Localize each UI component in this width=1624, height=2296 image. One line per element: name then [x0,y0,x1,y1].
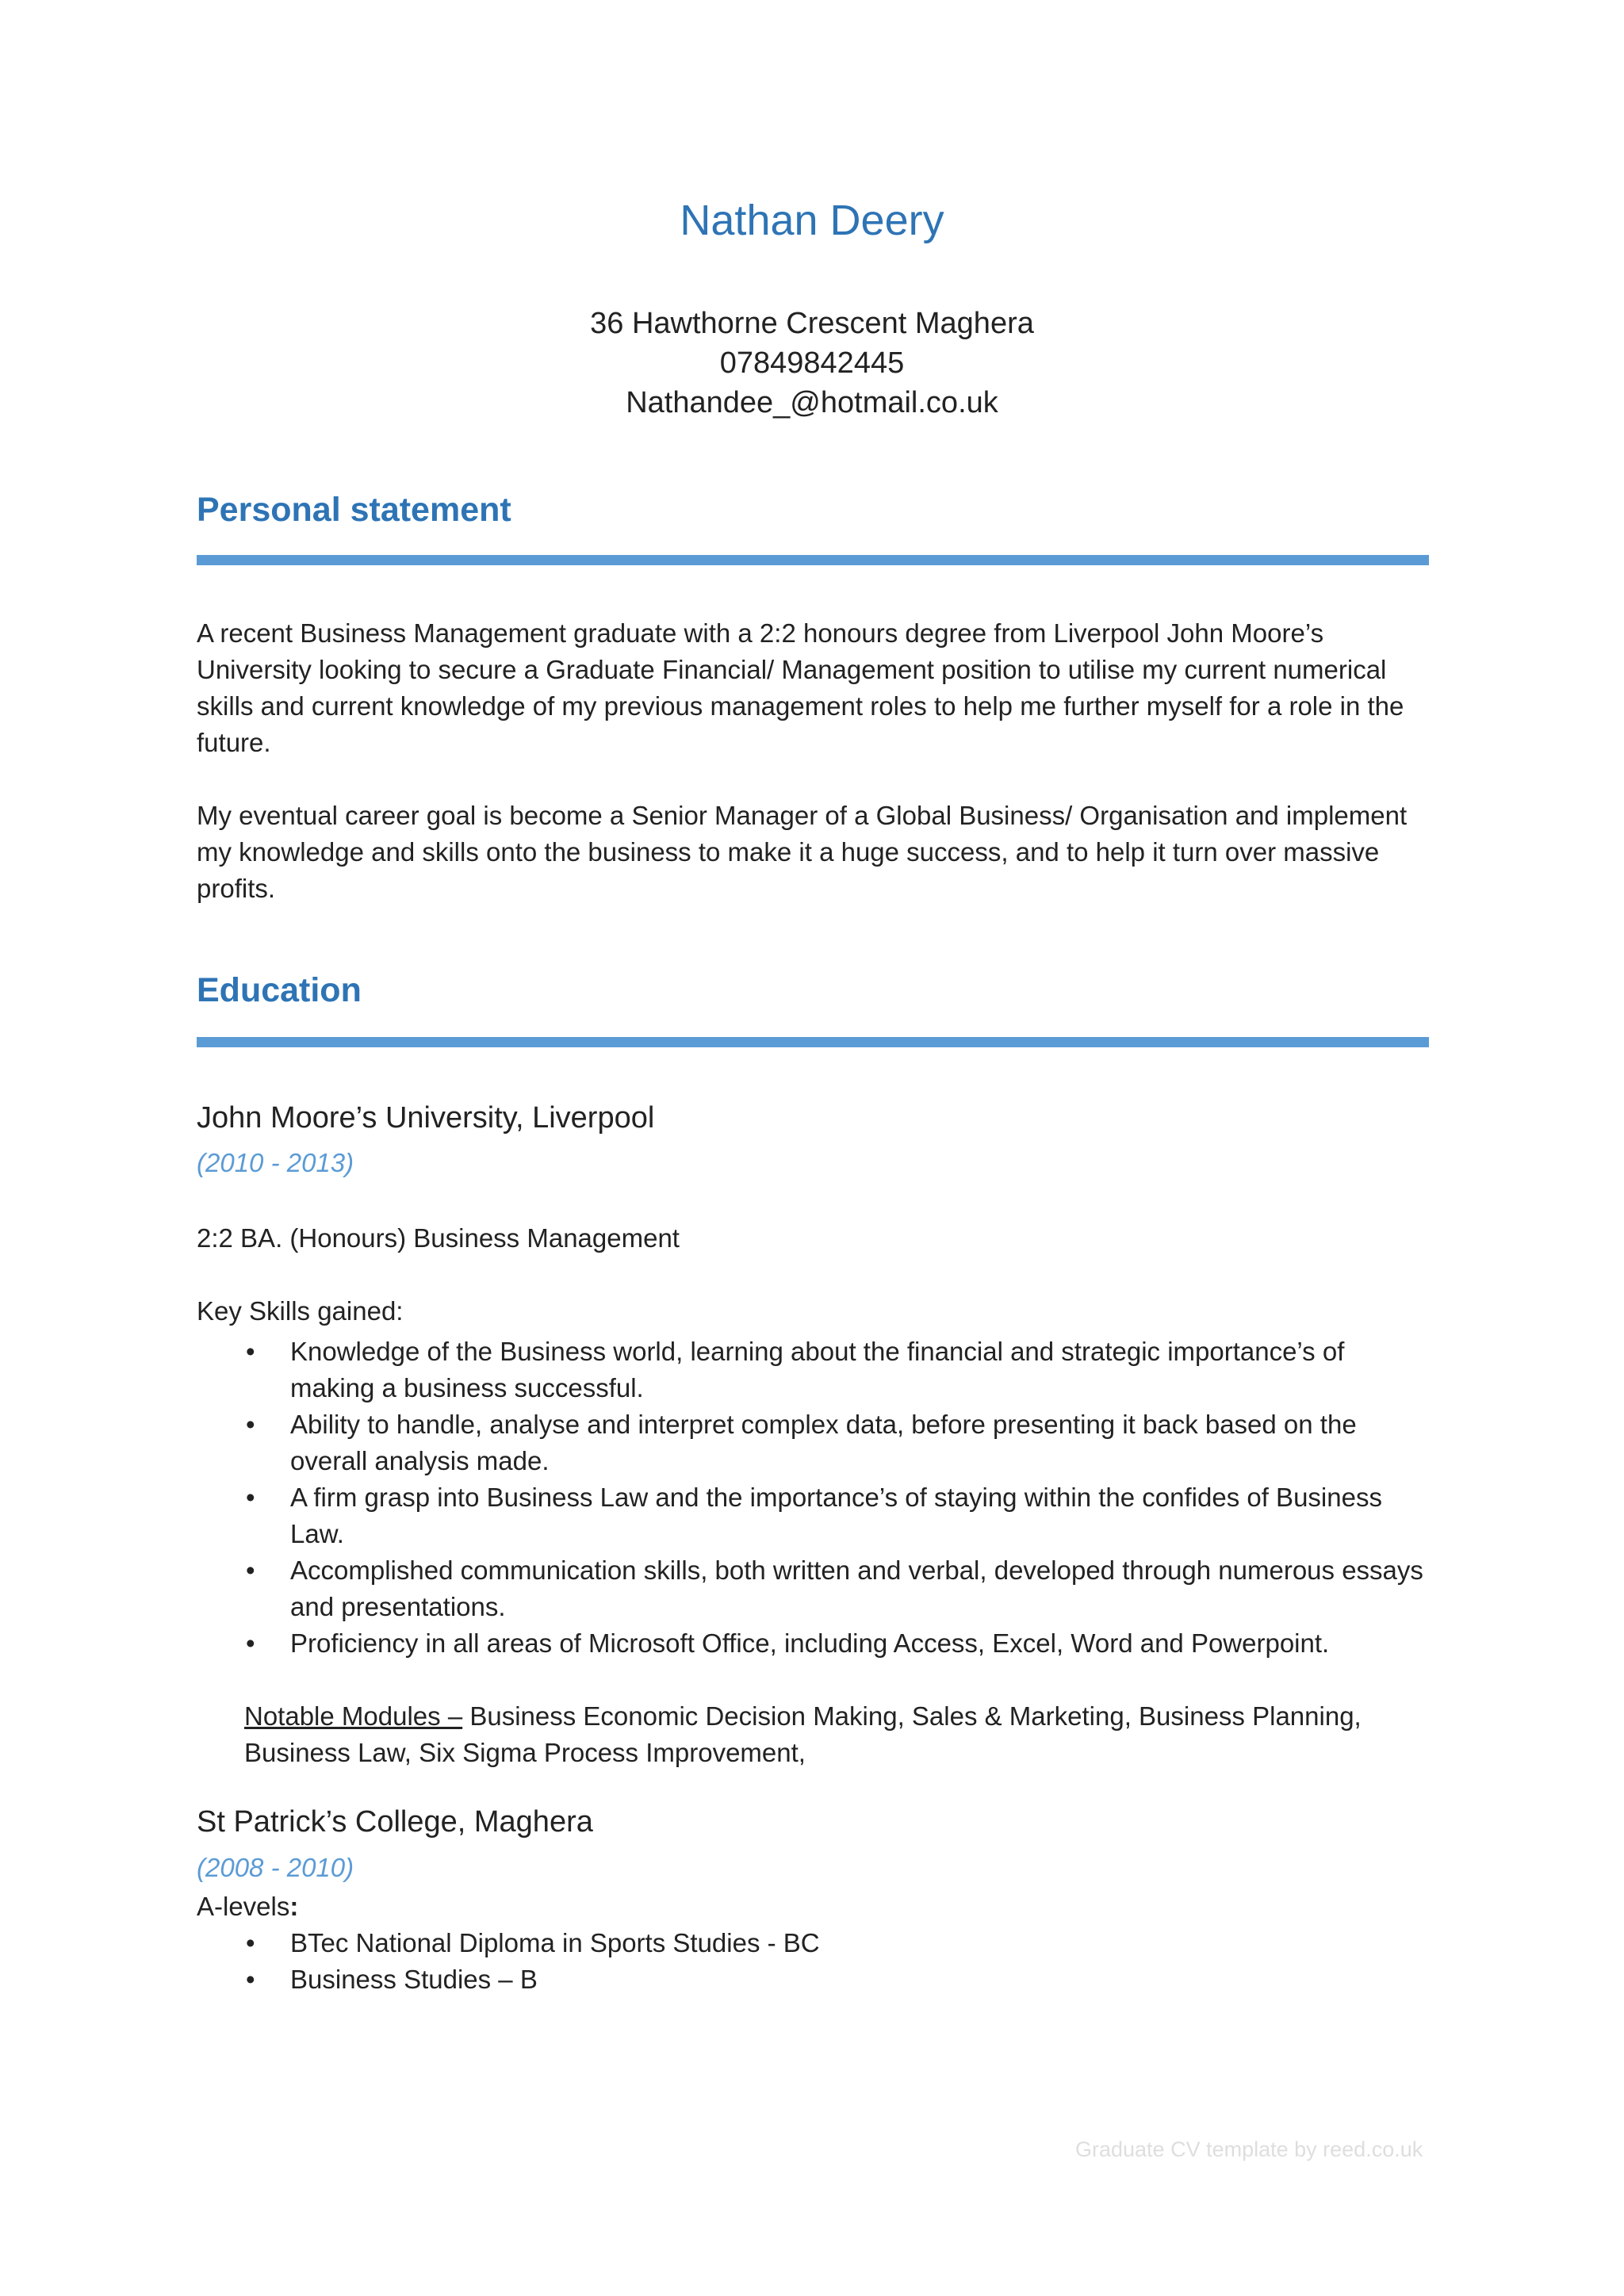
list-item: • Ability to handle, analyse and interpret complex data, before presenting it back based on the overall analysis made. [197,1406,1434,1479]
list-item: • A firm grasp into Business Law and the importance’s of staying within the confides of Business Law. [197,1479,1434,1552]
a-levels-list [197,1925,1434,1998]
bullet-icon: • [246,1410,255,1439]
bullet-icon: • [246,1965,255,1994]
email-address: Nathandee_@hotmail.co.uk [626,386,998,419]
list-item: • Knowledge of the Business world, learning about the financial and strategic importance’s of making a business successful. [197,1334,1434,1406]
degree-title: 2:2 BA. (Honours) Business Management [197,1223,680,1253]
key-skills-label: Key Skills gained: [197,1296,404,1326]
personal-statement-heading: Personal statement [197,491,511,529]
college-dates: (2008 - 2010) [197,1853,354,1882]
list-item: • Proficiency in all areas of Microsoft Office, including Access, Excel, Word and Powerpoint. [197,1625,1434,1662]
college-name: St Patrick’s College, Maghera [197,1805,593,1839]
personal-statement-body [197,615,1434,907]
section-divider [197,1037,1429,1047]
notable-modules-label: Notable Modules – [244,1701,463,1731]
contact-block [0,304,1624,423]
bullet-icon: • [246,1337,255,1366]
list-item: • Accomplished communication skills, both written and verbal, developed through numerous essays and presentations. [197,1552,1434,1625]
candidate-name: Nathan Deery [680,197,944,244]
list-item: • Business Studies – B [197,1961,1434,1998]
bullet-icon: • [246,1928,255,1957]
bullet-icon: • [246,1483,255,1512]
section-divider [197,555,1429,565]
education-heading: Education [197,971,362,1009]
university-dates: (2010 - 2013) [197,1148,354,1177]
template-credit: Graduate CV template by reed.co.uk [1075,2137,1423,2161]
list-item: • BTec National Diploma in Sports Studies - BC [197,1925,1434,1961]
phone-number: 07849842445 [719,346,905,380]
bullet-icon: • [246,1628,255,1658]
key-skills-list [197,1334,1434,1662]
statement-paragraph: My eventual career goal is become a Senior Manager of a Global Business/ Organisation and implement my knowledge and skills onto the business to make it a huge success, and to help it turn over massive profits. [197,801,1408,903]
notable-modules-text: Business Economic Decision Making, Sales & Marketing, Business Planning, Business Law, Six Sigma Process Improvement, [244,1701,1362,1767]
bullet-icon: • [246,1556,255,1585]
university-name: John Moore’s University, Liverpool [197,1101,655,1135]
address: 36 Hawthorne Crescent Maghera [590,307,1034,340]
statement-paragraph: A recent Business Management graduate with a 2:2 honours degree from Liverpool John Moore’s University looking to secure a Graduate Financial/ Management position to utilise my current numerical skills and current knowledge of my previous management roles to help me further myself for a role in the future. [197,618,1404,757]
notable-modules [244,1698,1434,1771]
a-levels-label: A-levels: [197,1892,299,1921]
